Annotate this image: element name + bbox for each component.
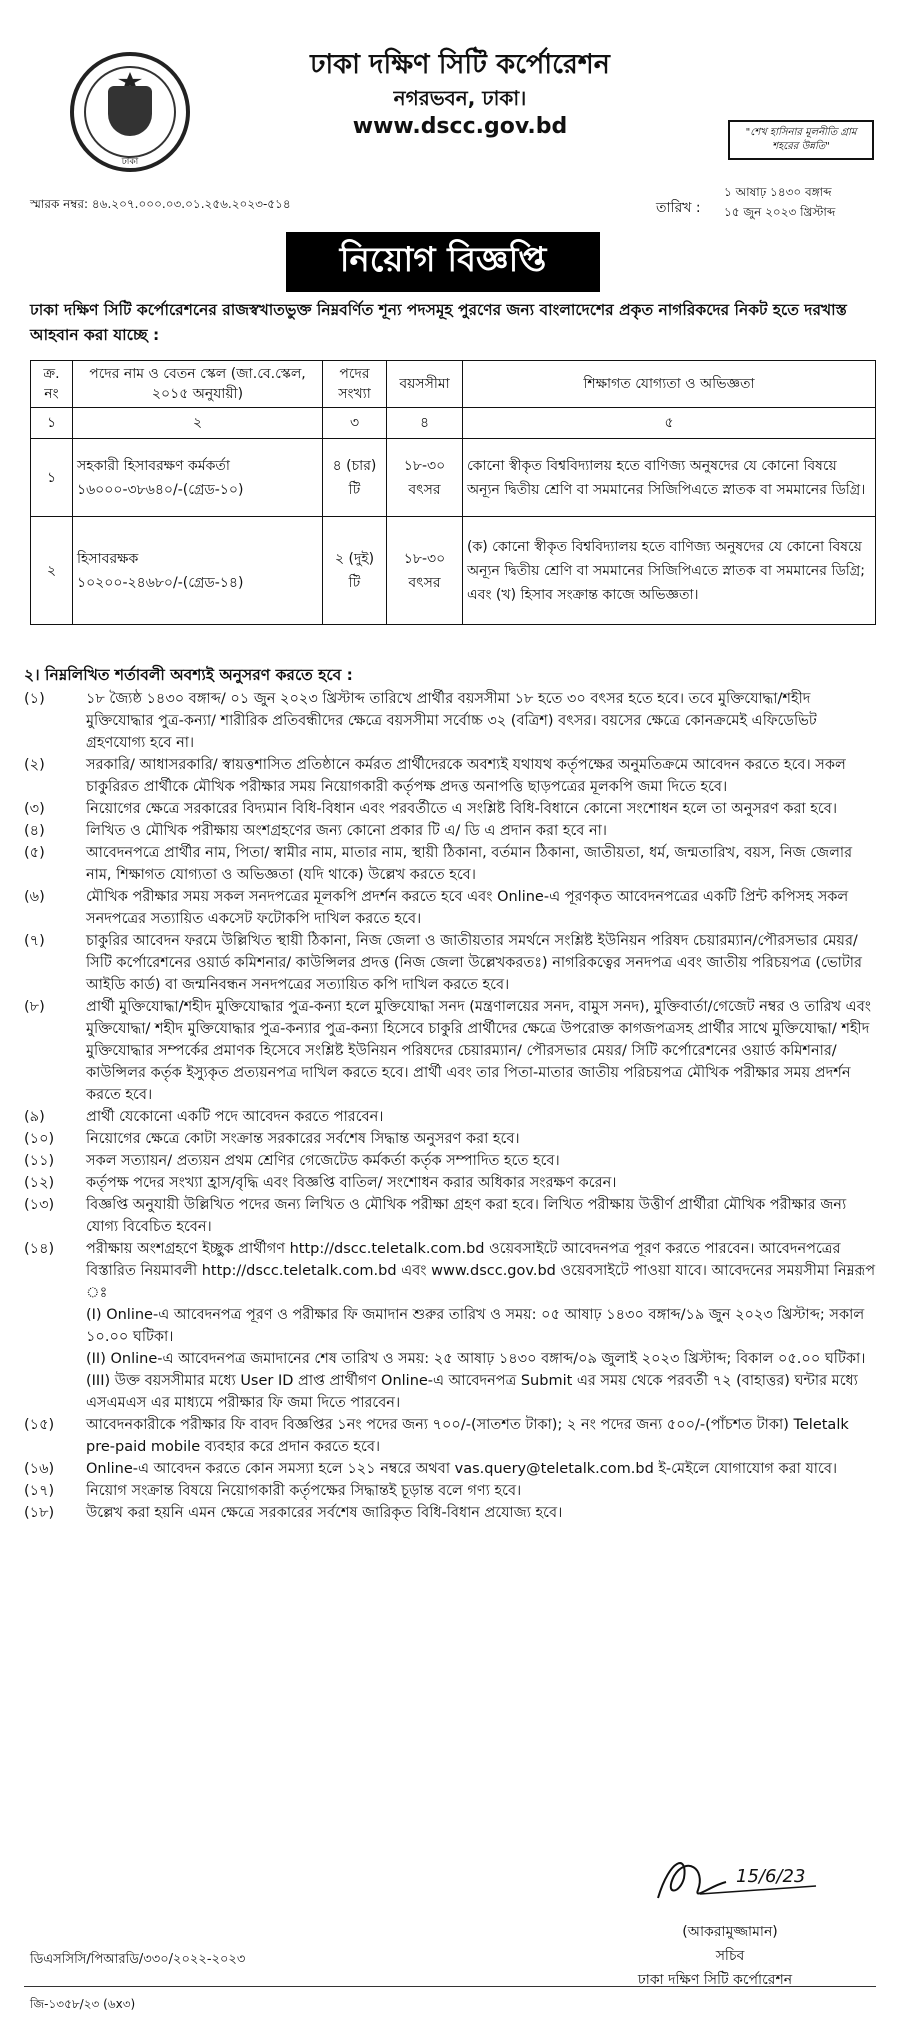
condition-item — [24, 1128, 876, 1150]
condition-text: প্রার্থী যেকোনো একটি পদে আবেদন করতে পারবেন। — [86, 1109, 384, 1125]
condition-number: (৫) — [24, 845, 45, 861]
condition-text: সকল সত্যায়ন/ প্রত্যয়ন প্রথম শ্রেণির গেজেটেড কর্মকর্তা কর্তৃক সম্পাদিত হতে হবে। — [86, 1153, 560, 1169]
index-cell: ৫ — [463, 408, 876, 439]
condition-number: (২) — [24, 757, 45, 773]
condition-text: উল্লেখ করা হয়নি এমন ক্ষেত্রে সরকারের সর্বশেষ জারিকৃত বিধি-বিধান প্রযোজ্য হবে। — [86, 1505, 563, 1521]
condition-number: (৭) — [24, 933, 45, 949]
post-name: হিসাবরক্ষক — [77, 550, 139, 567]
condition-number: (১) — [24, 691, 45, 707]
post-scale: ১০২০০-২৪৬৮০/-(গ্রেড-১৪) — [77, 574, 244, 591]
col-header-qualification: শিক্ষাগত যোগ্যতা ও অভিজ্ঞতা — [463, 361, 876, 408]
condition-item — [24, 1238, 876, 1304]
footer-code: জি-১৩৫৮/২৩ (৬x৩) — [30, 1997, 136, 2011]
condition-item — [24, 1414, 876, 1458]
condition-text: বিজ্ঞপ্তি অনুযায়ী উল্লিখিত পদের জন্য লিখিত ও মৌখিক পরীক্ষা গ্রহণ করা হবে। লিখিত পরীক্ষায় উত্তীর্ণ প্রার্থীরা মৌখিক পরীক্ষার জন্য যোগ্য বিবেচিত হবেন। — [86, 1197, 847, 1235]
condition-number: (১৩) — [24, 1197, 55, 1213]
cell-age: ১৮-৩০ বৎসর — [387, 439, 463, 517]
table-index-row — [31, 408, 876, 439]
cell-post — [73, 517, 323, 625]
condition-item — [24, 930, 876, 996]
condition-item — [24, 886, 876, 930]
condition-number: (৩) — [24, 801, 45, 817]
org-website: www.dscc.gov.bd — [352, 114, 568, 139]
condition-text: প্রার্থী মুক্তিযোদ্ধা/শহীদ মুক্তিযোদ্ধার পুত্র-কন্যা হলে মুক্তিযোদ্ধা সনদ (মন্ত্রণালয়ের সনদ, বামুস সনদ), মুক্তিবার্তা/গেজেট নম্বর ও তারিখ এবং মুক্তিযোদ্ধা/ শহীদ মুক্তিযোদ্ধার পুত্র-কন্যার পুত্র-কন্যা হিসেবে চাকুরি প্রার্থীদের ক্ষেত্রে উপরোক্ত কাগজপত্রসহ প্রার্থীর সাথে মুক্তিযোদ্ধা/ শহীদ মুক্তিযোদ্ধার সম্পর্কের প্রমাণক হিসেবে সংশ্লিষ্ট ইউনিয়ন পরিষদের চেয়ারম্যান/ পৌরসভার মেয়র/ সিটি কর্পোরেশনের ওয়ার্ড কমিশনার/ কাউন্সিলর কর্তৃক ইস্যুকৃত প্রত্যয়নপত্র দাখিল করতে হবে। প্রার্থী এবং তার পিতা-মাতার জাতীয় পরিচয়পত্র মৌখিক পরীক্ষার সময় প্রদর্শন করতে হবে। — [86, 999, 871, 1103]
condition-text: সরকারি/ আধাসরকারি/ স্বায়ত্তশাসিত প্রতিষ্ঠানে কর্মরত প্রার্থীদেরকে অবশ্যই যথাযথ কর্তৃপক্ষের অনুমতিক্রমে আবেদন করতে হবে। সকল চাকুরিরত প্রার্থীকে মৌখিক পরীক্ষার সময় নিয়োগকারী কর্তৃপক্ষ প্রদত্ত অনাপত্তি ছাড়পত্রের মূলকপি জমা দিতে হবে। — [86, 757, 846, 795]
condition-number: (১৪) — [24, 1241, 55, 1257]
date-bangla: ১ আষাঢ় ১৪৩০ বঙ্গাব্দ — [724, 185, 832, 199]
condition-text: মৌখিক পরীক্ষার সময় সকল সনদপত্রের মূলকপি প্রদর্শন করতে হবে এবং Online-এ পূরণকৃত আবেদনপত্রের একটি প্রিন্ট কপিসহ সকল সনদপত্রের সত্যায়িত একসেট ফটোকপি দাখিল করতে হবে। — [86, 889, 849, 927]
condition-item — [24, 1458, 876, 1480]
condition-item — [24, 820, 876, 842]
condition-text: (I) Online-এ আবেদনপত্র পূরণ ও পরীক্ষার ফি জমাদান শুরুর তারিখ ও সময়: ০৫ আষাঢ় ১৪৩০ বঙ্গাব্দ/১৯ জুন ২০২৩ খ্রিস্টাব্দ; সকাল ১০.০০ ঘটিকা। — [86, 1307, 865, 1345]
top-cut-margin — [0, 0, 900, 8]
org-address: নগরভবন, ঢাকা। — [393, 86, 527, 110]
slogan-box: "শেখ হাসিনার মূলনীতি গ্রাম শহরের উন্নতি" — [728, 120, 874, 160]
condition-item — [24, 1172, 876, 1194]
org-title: ঢাকা দক্ষিণ সিটি কর্পোরেশন — [310, 49, 610, 80]
condition-number: (১৫) — [24, 1417, 55, 1433]
condition-text: নিয়োগের ক্ষেত্রে সরকারের বিদ্যমান বিধি-বিধান এবং পরবর্তীতে এ সংশ্লিষ্ট বিধি-বিধানে কোনো সংশোধন হলে তা অনুসরণ করা হবে। — [86, 801, 838, 817]
col-header-post: পদের নাম ও বেতন স্কেল (জা.বে.স্কেল, ২০১৫ অনুযায়ী) — [73, 361, 323, 408]
condition-text: নিয়োগের ক্ষেত্রে কোটা সংক্রান্ত সরকারের সর্বশেষ সিদ্ধান্ত অনুসরণ করা হবে। — [86, 1131, 520, 1147]
condition-text: আবেদনপত্রে প্রার্থীর নাম, পিতা/ স্বামীর নাম, মাতার নাম, স্থায়ী ঠিকানা, বর্তমান ঠিকানা, জাতীয়তা, ধর্ম, জন্মতারিখ, বয়স, নিজ জেলার নাম, শিক্ষাগত যোগ্যতা ও অভিজ্ঞতা (যদি থাকে) উল্লেখ করতে হবে। — [86, 845, 853, 883]
condition-number: (৯) — [24, 1109, 45, 1125]
condition-number: (১০) — [24, 1131, 55, 1147]
condition-text: Online-এ আবেদন করতে কোন সমস্যা হলে ১২১ নম্বরে অথবা vas.query@teletalk.com.bd ই-মেইলে যোগাযোগ করা যাবে। — [86, 1461, 838, 1477]
memo-number: স্মারক নম্বর: ৪৬.২০৭.০০০.০৩.০১.২৫৬.২০২৩-৫১৪ — [30, 197, 291, 211]
signatory-name: (আকরামুজ্জামান) — [682, 1924, 778, 1940]
table-row — [31, 439, 876, 517]
date-label: তারিখ : — [656, 200, 701, 216]
posts-table — [30, 360, 876, 625]
col-header-age: বয়সসীমা — [387, 361, 463, 408]
table-header-row — [31, 361, 876, 408]
condition-item — [24, 798, 876, 820]
condition-item — [24, 1370, 876, 1414]
condition-item — [24, 1150, 876, 1172]
condition-number: (১৭) — [24, 1483, 55, 1499]
conditions-heading: ২। নিম্নলিখিত শর্তাবলী অবশ্যই অনুসরণ করতে হবে : — [24, 666, 353, 684]
condition-item — [24, 688, 876, 754]
index-cell: ১ — [31, 408, 73, 439]
condition-number: (১৮) — [24, 1505, 55, 1521]
cell-count: ২ (দুই) টি — [323, 517, 387, 625]
condition-text: লিখিত ও মৌখিক পরীক্ষায় অংশগ্রহণের জন্য কোনো প্রকার টি এ/ ডি এ প্রদান করা হবে না। — [86, 823, 607, 839]
condition-text: চাকুরির আবেদন ফরমে উল্লিখিত স্থায়ী ঠিকানা, নিজ জেলা ও জাতীয়তার সমর্থনে সংশ্লিষ্ট ইউনিয়ন পরিষদ চেয়ারম্যান/পৌরসভার মেয়র/সিটি কর্পোরেশনের ওয়ার্ড কমিশনার/ কাউন্সিলর প্রদত্ত (নিজ জেলা উল্লেখকরতঃ) নাগরিকত্বের সনদপত্র এবং জাতীয় পরিচয়পত্র (ভোটার আইডি কার্ড) বা জন্মনিবন্ধন সনদপত্রের সত্যায়িত কপি দাখিল করতে হবে। — [86, 933, 862, 993]
condition-number: (৬) — [24, 889, 45, 905]
table-row — [31, 517, 876, 625]
signature-icon — [640, 1848, 820, 1908]
intro-paragraph: ঢাকা দক্ষিণ সিটি কর্পোরেশনের রাজস্বখাতভুক্ত নিম্নবর্ণিত শূন্য পদসমূহ পুরণের জন্য বাংলাদেশের প্রকৃত নাগরিকদের নিকট হতে দরখাস্ত আহবান করা যাচ্ছে : — [30, 301, 847, 344]
footer-divider — [24, 1986, 876, 1987]
date-gregorian: ১৫ জুন ২০২৩ খ্রিস্টাব্দ — [724, 205, 836, 219]
condition-text: (III) উক্ত বয়সসীমার মধ্যে User ID প্রাপ্ত প্রার্থীগণ Online-এ আবেদনপত্র Submit এর সময় থেকে পরবর্তী ৭২ (বাহাত্তর) ঘন্টার মধ্যে এসএমএস এর মাধ্যমে পরীক্ষার ফি জমা দিতে পারবেন। — [86, 1373, 858, 1411]
cell-count: ৪ (চার) টি — [323, 439, 387, 517]
signatory-office: ঢাকা দক্ষিণ সিটি কর্পোরেশন — [637, 1972, 793, 1988]
condition-text: পরীক্ষায় অংশগ্রহণে ইচ্ছুক প্রার্থীগণ http://dscc.teletalk.com.bd ওয়েবসাইটে আবেদনপত্র পূরণ করতে পারবেন। আবেদনপত্রের বিস্তারিত নিয়মাবলী http://dscc.teletalk.com.bd এবং www.dscc.gov.bd ওয়েবসাইটে পাওয়া যাবে। আবেদনের সময়সীমা নিম্নরূপ ঃ — [86, 1241, 876, 1301]
condition-number — [24, 1348, 86, 1370]
cell-age: ১৮-৩০ বৎসর — [387, 517, 463, 625]
condition-text: আবেদনকারীকে পরীক্ষার ফি বাবদ বিজ্ঞপ্তির ১নং পদের জন্য ৭০০/-(সাতশত টাকা); ২ নং পদের জন্য ৫০০/-(পাঁচশত টাকা) Teletalk pre-paid mobile ব্যবহার করে প্রদান করতে হবে। — [86, 1417, 849, 1455]
condition-item — [24, 1304, 876, 1348]
cell-post — [73, 439, 323, 517]
condition-number — [24, 1304, 86, 1348]
condition-item — [24, 996, 876, 1106]
cell-sl: ২ — [31, 517, 73, 625]
col-header-count: পদের সংখ্যা — [323, 361, 387, 408]
dscc-seal-icon — [70, 52, 190, 172]
footer-reference: ডিএসসিসি/পিআরডি/৩৩০/২০২২-২০২৩ — [30, 1952, 246, 1967]
condition-number: (১২) — [24, 1175, 55, 1191]
cell-qualification: কোনো স্বীকৃত বিশ্ববিদ্যালয় হতে বাণিজ্য অনুষদের যে কোনো বিষয়ে অন্যূন দ্বিতীয় শ্রেণি বা সমমানের সিজিপিএতে স্নাতক বা সমমানের ডিগ্রি। — [463, 439, 876, 517]
condition-item — [24, 1348, 876, 1370]
index-cell: ৩ — [323, 408, 387, 439]
index-cell: ২ — [73, 408, 323, 439]
index-cell: ৪ — [387, 408, 463, 439]
post-scale: ১৬০০০-৩৮৬৪০/-(গ্রেড-১০) — [77, 481, 244, 498]
cell-sl: ১ — [31, 439, 73, 517]
condition-number: (১৬) — [24, 1461, 55, 1477]
condition-item — [24, 1106, 876, 1128]
col-header-sl: ক্র. নং — [31, 361, 73, 408]
notice-headline: নিয়োগ বিজ্ঞপ্তি — [286, 232, 600, 292]
condition-item — [24, 842, 876, 886]
condition-text: ১৮ জ্যৈষ্ঠ ১৪৩০ বঙ্গাব্দ/ ০১ জুন ২০২৩ খ্রিস্টাব্দ তারিখে প্রার্থীর বয়সসীমা ১৮ হতে ৩০ বৎসর হতে হবে। তবে মুক্তিযোদ্ধা/শহীদ মুক্তিযোদ্ধার পুত্র-কন্যা/ শারীরিক প্রতিবন্ধীদের ক্ষেত্রে বয়সসীমা সর্বোচ্চ ৩২ (বত্রিশ) বৎসর। বয়সের ক্ষেত্রে কোনক্রমেই এফিডেভিট গ্রহণযোগ্য হবে না। — [86, 691, 817, 751]
condition-number — [24, 1370, 86, 1414]
condition-text: নিয়োগ সংক্রান্ত বিষয়ে নিয়োগকারী কর্তৃপক্ষের সিদ্ধান্তই চূড়ান্ত বলে গণ্য হবে। — [86, 1483, 522, 1499]
signature-date: 15/6/23 — [736, 1866, 806, 1887]
condition-text: (II) Online-এ আবেদনপত্র জমাদানের শেষ তারিখ ও সময়: ২৫ আষাঢ় ১৪৩০ বঙ্গাব্দ/০৯ জুলাই ২০২৩ খ্রিস্টাব্দ; বিকাল ০৫.০০ ঘটিকা। — [86, 1351, 866, 1367]
condition-item — [24, 1480, 876, 1502]
cell-qualification: (ক) কোনো স্বীকৃত বিশ্ববিদ্যালয় হতে বাণিজ্য অনুষদের যে কোনো বিষয়ে অন্যূন দ্বিতীয় শ্রেণি বা সমমানের সিজিপিএতে স্নাতক বা সমমানের ডিগ্রি; এবং (খ) হিসাব সংক্রান্ত কাজে অভিজ্ঞতা। — [463, 517, 876, 625]
condition-item — [24, 754, 876, 798]
seal-caption: ঢাকা — [121, 157, 139, 167]
post-name: সহকারী হিসাবরক্ষণ কর্মকর্তা — [77, 457, 230, 474]
condition-number: (৮) — [24, 999, 45, 1015]
condition-item — [24, 1194, 876, 1238]
signatory-designation: সচিব — [715, 1948, 745, 1964]
condition-text: কর্তৃপক্ষ পদের সংখ্যা হ্রাস/বৃদ্ধি এবং বিজ্ঞপ্তি বাতিল/ সংশোধন করার অধিকার সংরক্ষণ করেন। — [86, 1175, 617, 1191]
conditions-section — [24, 664, 876, 1524]
condition-number: (১১) — [24, 1153, 55, 1169]
conditions-list — [24, 688, 876, 1524]
condition-number: (৪) — [24, 823, 45, 839]
condition-item — [24, 1502, 876, 1524]
